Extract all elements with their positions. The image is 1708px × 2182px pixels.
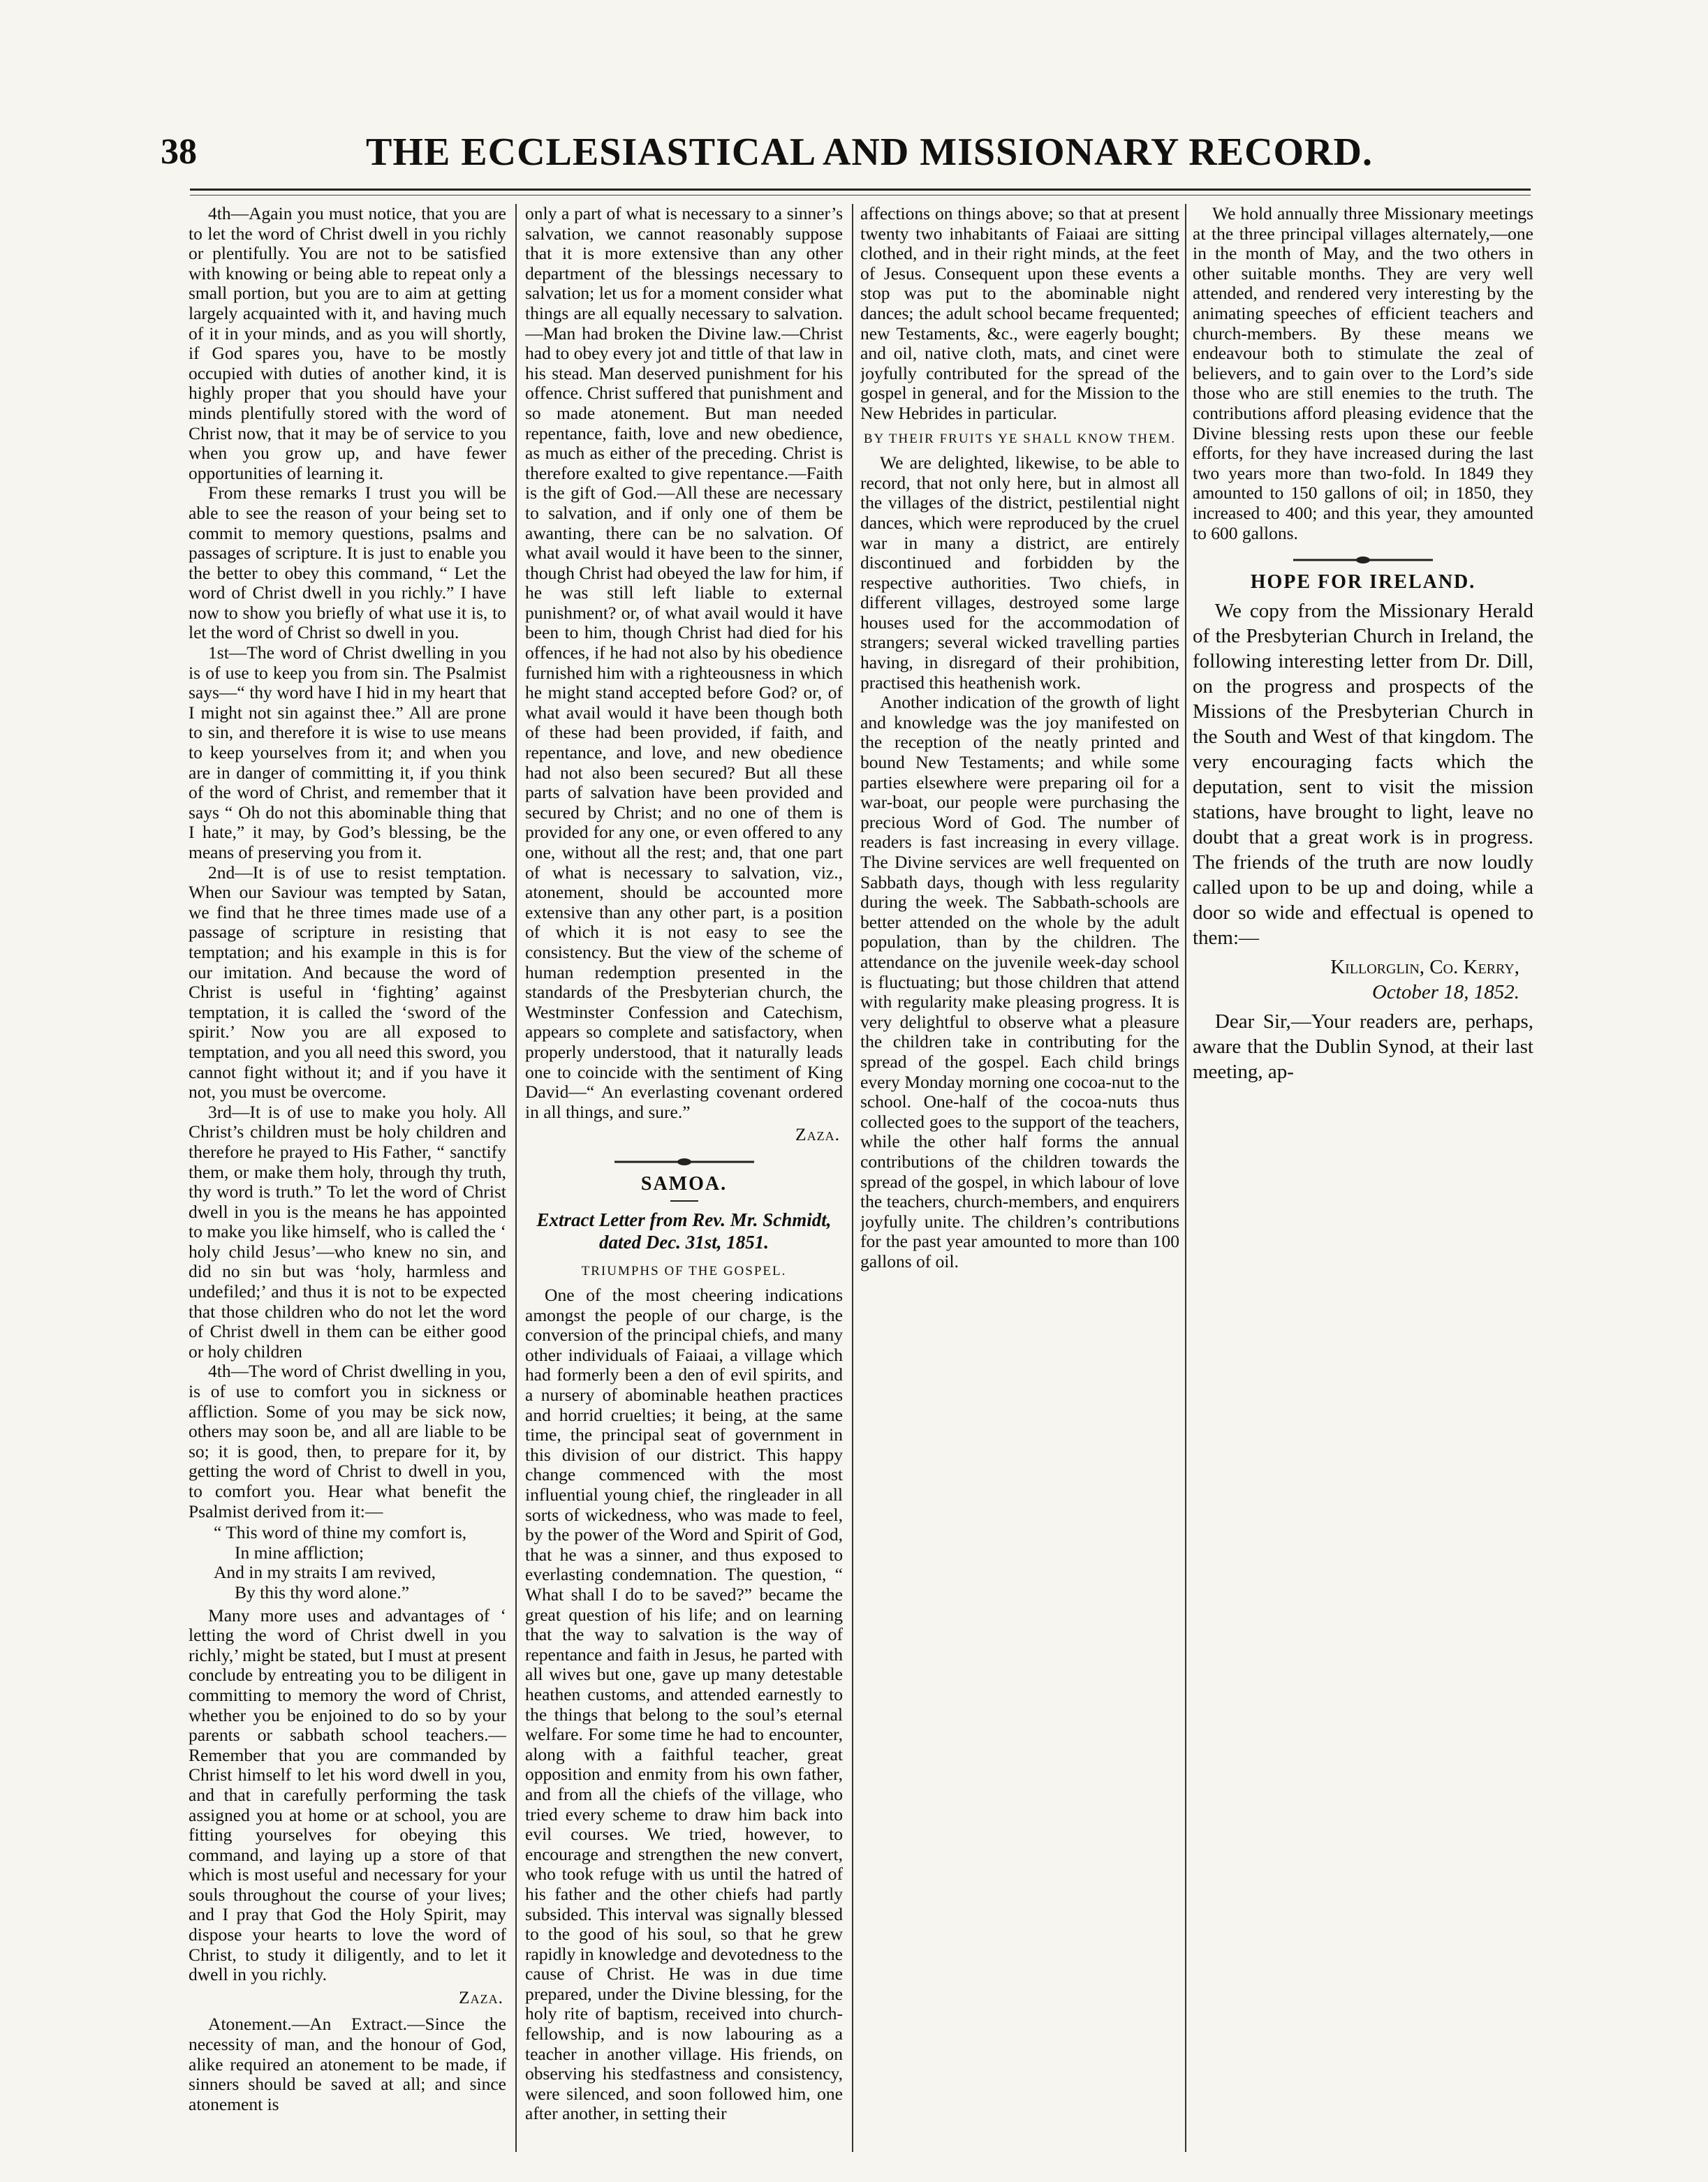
paragraph: Another indication of the growth of light and knowledge was the joy manifested on the reception of the neatly printed and bound New Testaments; and while some parties elsewhere were preparing oil for a war-boat, our people were purchasing the precious Word of God. The number of readers is fast increasing in every village. The Divine services are well frequented on Sabbath days, though with less regularity during the week. The Sabbath-schools are better attended on the whole by the adult population, than by the children. The attendance on the juvenile week-day school is fluctuating; but those children that attend with regularity make pleasing progress. It is very delightful to observe what a pleasure the children take in contributing for the spread of the gospel. Each child brings every Monday morning one cocoa-nut to the school. One-half of the cocoa-nuts thus collected goes to the support of the teachers, while the other half forms the annual contributions of the children towards the spread of the gospel, in which labour of love the teachers, church-members, and enquirers joyfully unite. The children’s contributions for the past year amounted to more than 100 gallons of oil. [860,692,1179,1271]
paragraph: We are delighted, likewise, to be able to record, that not only here, but in almost all the villages of the district, pestilential night dances, which were reproduced by the cruel war in many a district, are entirely discontinued and forbidden by the respective authorities. Two chiefs, in different villages, destroyed some large houses used for the accommodation of strangers; several wicked travelling parties having, in disregard of their prohibition, practised this heathenish work. [860,452,1179,693]
paragraph: 2nd—It is of use to resist temptation. When our Saviour was tempted by Satan, we find that he three times made use of a passage of scripture in resisting that temptation; and his example in this is for our imitation. And because the word of Christ is useful in ‘fighting’ against temptation, it is called the ‘sword of the spirit.’ Now you are all exposed to temptation, and you all need this sword, you cannot fight without it; and if you have it not, you must be overcome. [189,862,506,1103]
page-header [161,131,1536,180]
column-2 [525,204,843,2154]
signature: Zaza. [795,1124,840,1145]
column-divider [852,204,853,2152]
paragraph: 3rd—It is of use to make you holy. All Christ’s children must be holy children and therefore he prayed to His Father, “ sanctify them, or make them holy, through thy truth, thy word is truth.” To let the word of Christ dwell in you is the means he has appointed to make you like himself, who is called the ‘ holy child Jesus’—who knew no sin, and did no sin but was ‘holy, harmless and undefiled;’ and thus it is not to be expected that those children who do not let the word of Christ dwell in them can be either good or holy children [189,1101,506,1362]
letter-place: Killorglin, Co. Kerry, [1330,955,1519,978]
section-ornament [608,1158,761,1166]
paragraph: only a part of what is necessary to a sinner’s salvation, we cannot reasonably suppose that it is more extensive than any other department of the blessings necessary to salvation; let us for a moment consider what things are all equally necessary to salvation.—Man had broken the Divine law.—Christ had to obey every jot and tittle of that law in his stead. Man deserved punishment for his offence. Christ suffered that punishment and so made atonement. But man needed repentance, faith, love and new obedience, as much as either of the preceding. Christ is therefore exalted to give repentance.—Faith is the gift of God.—All these are necessary to salvation, and if only one of them be awanting, there can be no salvation. Of what avail would it have been to the sinner, though Christ had obeyed the law for him, if he was still left liable to external punishment? or, of what avail would it have been to him, though Christ had died for his offences, if he had not also by his obedience furnished him with a righteousness in which he might stand accepted before God? or, of what avail would it have been though both of these had been provided, if faith, and repentance, and love, and new obedience had not also been secured? But all these parts of salvation have been provided and secured by Christ; and no one of them is provided for any one, or even offered to any one, without all the rest; and, that one part of what is necessary to salvation, viz., atonement, should be accounted more extensive than any other part, is a position of which it is not easy to see the consistency. But the view of the scheme of human redemption presented in the standards of the Presbyterian church, the Westminster Confession and Catechism, appears so complete and satisfactory, when properly understood, that it naturally leads one to coincide with the sentiment of King David—“ An everlasting covenant ordered in all things, and sure.” [525,204,843,1122]
column-divider [1185,204,1186,2152]
ireland-heading: HOPE FOR IRELAND. [1250,571,1476,594]
paragraph: Dear Sir,—Your readers are, perhaps, aware that the Dublin Synod, at their last meeting, ap- [1193,1010,1533,1083]
divider [670,1200,698,1202]
signature: Zaza. [459,1986,503,2007]
verse-line: In mine affliction; [235,1542,365,1563]
column-divider [515,204,517,2152]
paragraph: 4th—Again you must notice, that you are to let the word of Christ dwell in you richly or plentifully. You are not to be satisfied with knowing or being able to repeat only a small portion, but you are to aim at getting largely acquainted with it, and having much of it in your minds, and as you will shortly, if God spares you, have to be mostly occupied with duties of another kind, it is highly proper that you should have your minds plentifully stored with the word of Christ now, that it may be of service to you when you grow up, and have fewer opportunities of learning it. [189,204,506,483]
samoa-section-label: TRIUMPHS OF THE GOSPEL. [581,1263,787,1278]
column-3-left [860,204,1179,1271]
paragraph: Atonement.—An Extract.—Since the necessity of man, and the honour of God, alike required an atonement to be made, if sinners should be saved at all; and since atonement is [189,2014,506,2114]
column-1 [189,204,506,2154]
paragraph: We hold annually three Missionary meetings at the three principal villages alternately,—one in the month of May, and the two others in other suitable months. They are very well attended, and rendered very interesting by the animating speeches of efficient teachers and church-members. By these means we endeavour both to stimulate the zeal of believers, and to gain over to the Lord’s side those who are still enemies to the truth. The contributions afford pleasing evidence that the Divine blessing rests upon these our feeble efforts, for they have increased during the last two years more than two-fold. In 1849 they amounted to 150 gallons of oil; in 1850, they increased to 400; and this year, they amounted to 600 gallons. [1193,204,1533,543]
samoa-subheading: Extract Letter from Rev. Mr. Schmidt, dated Dec. 31st, 1851. [536,1209,832,1253]
verse-line: By this thy word alone.” [235,1582,410,1602]
paragraph: From these remarks I trust you will be able to see the reason of your being set to commit to memory questions, psalms and passages of scripture. It is just to enable you the better to obey this command, “ Let the word of Christ dwell in you richly.” I have now to show you briefly of what use it is, to let the word of Christ so dwell in you. [189,482,506,643]
paragraph: Many more uses and advantages of ‘ letting the word of Christ dwell in you richly,’ might be stated, but I must at present conclude by entreating you to be diligent in committing to memory the word of Christ, whether you be enjoined to do so by your parents or sabbath school teachers.—Remember that you are commanded by Christ himself to let his word dwell in you, and that in carefully performing the task assigned you at home or at school, you are fitting yourselves for obeying this command, and laying up a store of that which is most useful and necessary for your souls throughout the course of your lives; and I pray that God the Holy Spirit, may dispose your hearts to love the word of Christ, to study it diligently, and to let it dwell in you richly. [189,1605,506,1985]
paragraph: We copy from the Missionary Herald of the Presbyterian Church in Ireland, the following interesting letter from Dr. Dill, on the progress and prospects of the Missions of the Presbyterian Church in the South and West of that kingdom. The very encouraging facts which the deputation, sent to visit the mission stations, have brought to light, leave no doubt that a great work is in progress. The friends of the truth are now loudly called upon to be up and doing, while a door so wide and effectual is opened to them:— [1193,599,1533,949]
paragraph: One of the most cheering indications amongst the people of our charge, is the conversion of the principal chiefs, and many other individuals of Faiaai, a village which had formerly been a den of evil spirits, and a nursery of abominable heathen practices and horrid cruelties; it being, at the same time, the principal seat of government in this division of our district. This happy change commenced with the most influential young chief, the ringleader in all sorts of wickedness, who was made to feel, by the power of the Word and Spirit of God, that he was a sinner, and thus exposed to everlasting condemnation. The question, “ What shall I do to be saved?” became the great question of his life; and on learning that the way to salvation is the way of repentance and faith in Jesus, he parted with all wives but one, gave up many detestable heathen customs, and attended earnestly to the things that belong to the soul’s eternal welfare. For some time he had to encounter, along with a faithful teacher, great opposition and enmity from his own father, and from all the chiefs of the village, who tried every scheme to draw him back into evil courses. We tried, however, to encourage and strengthen the new convert, who took refuge with us until the hatred of his father and the other chiefs had partly subsided. This interval was signally blessed to the good of his soul, so that he grew rapidly in knowledge and devotedness to the cause of Christ. He was in due time prepared, under the Divine blessing, for the holy rite of baptism, received into church-fellowship, and is now labouring as a teacher in another village. His friends, on observing his stedfastness and consistency, were silenced, and soon followed him, one after another, in setting their [525,1285,843,2124]
paragraph: affections on things above; so that at present twenty two inhabitants of Faiaai are sitting clothed, and in their right minds, at the feet of Jesus. Consequent upon these events a stop was put to the abominable night dances; the adult school became frequented; new Testaments, &c., were eagerly bought; and oil, native cloth, mats, and cinet were joyfully contributed for the spread of the gospel in general, and for the Mission to the New Hebrides in particular. [860,204,1179,423]
paragraph: 4th—The word of Christ dwelling in you, is of use to comfort you in sickness or affliction. Some of you may be sick now, others may soon be, and all are liable to be so; it is good, then, to prepare for it, by getting the word of Christ to dwell in you, to comfort you. Hear what benefit the Psalmist derived from it:— [189,1361,506,1521]
column-4 [1193,204,1533,2154]
section-label: BY THEIR FRUITS YE SHALL KNOW THEM. [863,431,1177,446]
section-ornament [1286,556,1440,564]
page-number: 38 [161,132,197,172]
verse-line: And in my straits I am revived, [214,1562,436,1583]
samoa-heading: SAMOA. [640,1172,728,1195]
paragraph: 1st—The word of Christ dwelling in you is of use to keep you from sin. The Psalmist says—“ thy word have I hid in my heart that I might not sin against thee.” All are prone to sin, and therefore it is wise to use means to keep yourselves from it; and when you are in danger of committing it, if you think of the word of Christ, and remember that it says “ Oh do not this abominable thing that I hate,” it may, by God’s blessing, be the means of preserving you from it. [189,642,506,862]
running-title: THE ECCLESIASTICAL AND MISSIONARY RECORD. [366,131,1373,174]
verse-line: “ This word of thine my comfort is, [214,1522,467,1543]
header-rule [190,189,1531,196]
verse-quote [214,1523,506,1602]
letter-date: October 18, 1852. [1371,980,1519,1003]
